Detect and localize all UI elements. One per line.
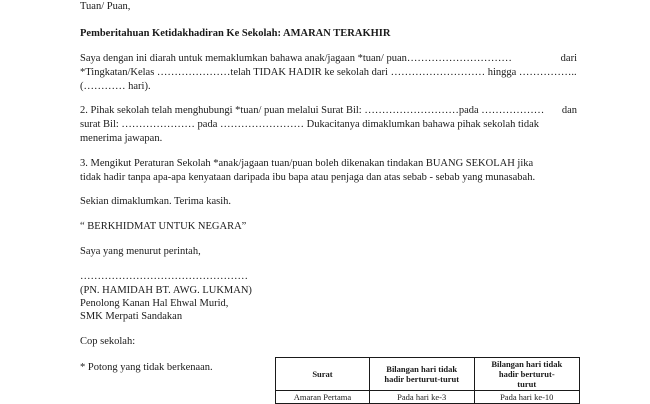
header-col-b-line-3: turut <box>517 379 537 389</box>
cell-col-a: Pada hari ke-3 <box>369 391 474 404</box>
header-col-b <box>474 358 580 391</box>
cell-surat: Amaran Pertama <box>276 391 370 404</box>
closing-text: Sekian dimaklumkan. Terima kasih. <box>80 196 231 207</box>
paragraph-1-line-1-end: dari <box>560 53 577 64</box>
paragraph-2-line-3: menerima jawapan. <box>80 133 163 144</box>
paragraph-1-line-1 <box>80 52 577 65</box>
signer-school: SMK Merpati Sandakan <box>80 311 183 322</box>
order-text: Saya yang menurut perintah, <box>80 246 201 257</box>
notice-table <box>275 357 580 404</box>
header-col-b-line-1: Bilangan hari tidak <box>491 359 563 369</box>
signature-line: ………………………………………… <box>80 271 248 282</box>
paragraph-2-line-1-text: 2. Pihak sekolah telah menghubungi *tuan/ puan melalui Surat Bil: ………………………pada ……………… <box>80 105 545 116</box>
paragraph-3-line-2: tidak hadir tanpa apa-apa kenyataan daripada ibu bapa atau penjaga dan atas sebab - sebab yang munasabah. <box>80 172 536 183</box>
paragraph-2-line-1 <box>80 104 577 117</box>
salutation: Tuan/ Puan, <box>80 1 131 12</box>
paragraph-1-line-3: (………… hari). <box>80 81 151 92</box>
stamp-label: Cop sekolah: <box>80 336 136 347</box>
paragraph-1-line-1-text: Saya dengan ini diarah untuk memaklumkan bahawa anak/jagaan *tuan/ puan………………………… <box>80 53 512 64</box>
signer-name: (PN. HAMIDAH BT. AWG. LUKMAN) <box>80 285 252 296</box>
header-col-a-line-2: hadir berturut-turut <box>384 374 460 384</box>
paragraph-2-line-1-end: dan <box>561 105 577 116</box>
cell-col-b: Pada hari ke-10 <box>474 391 580 404</box>
header-surat: Surat <box>276 358 370 391</box>
header-col-a-line-1: Bilangan hari tidak <box>386 364 458 374</box>
table-header-row <box>276 358 580 391</box>
motto: “ BERKHIDMAT UNTUK NEGARA” <box>80 221 247 232</box>
header-col-a <box>369 358 474 391</box>
table-row <box>276 391 580 404</box>
letter-subject: Pemberitahuan Ketidakhadiran Ke Sekolah: AMARAN TERAKHIR <box>80 28 391 39</box>
paragraph-1-line-2: *Tingkatan/Kelas …………………telah TIDAK HADIR ke sekolah dari ……………………… hingga …………….. <box>80 67 577 78</box>
footnote: * Potong yang tidak berkenaan. <box>80 362 213 373</box>
paragraph-2-line-2: surat Bil: ………………… pada …………………… Dukacitanya dimaklumkan bahawa pihak sekolah tidak <box>80 119 539 130</box>
header-col-b-line-2: hadir berturut- <box>498 369 555 379</box>
signer-position: Penolong Kanan Hal Ehwal Murid, <box>80 298 229 309</box>
paragraph-3-line-1: 3. Mengikut Peraturan Sekolah *anak/jagaan tuan/puan boleh dikenakan tindakan BUANG SEKOLAH jika <box>80 158 534 169</box>
